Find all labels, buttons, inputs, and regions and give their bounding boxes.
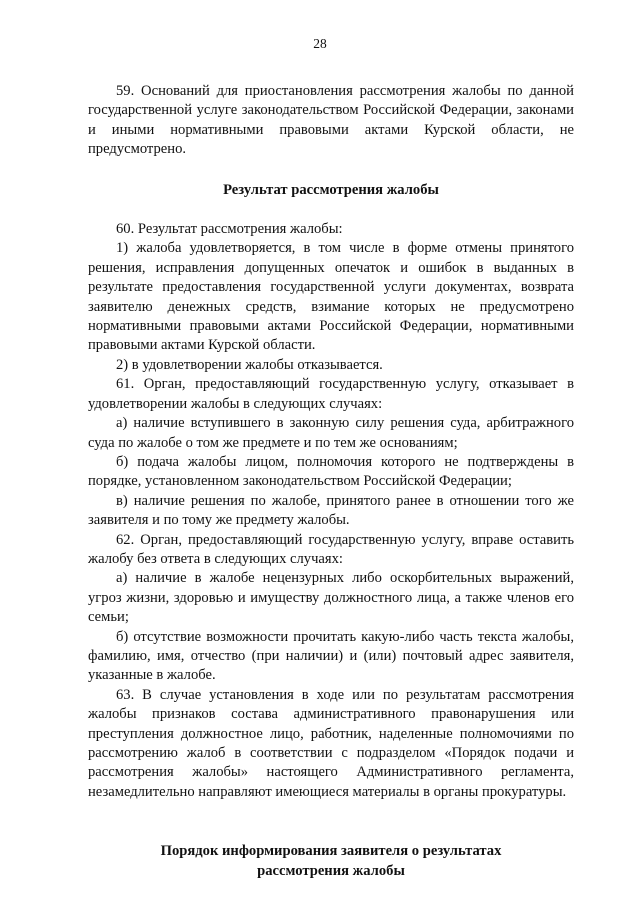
paragraph-62-item-a: а) наличие в жалобе нецензурных либо оскорбительных выражений, угроз жизни, здоровью и имуществу должностного лица, а также членов его семьи; [88, 570, 574, 626]
paragraph-59: 59. Оснований для приостановления рассмотрения жалобы по данной государственной услуге законодательством Российской Федерации, законами и иными нормативными правовыми актами Курской области, не предусмотрено. [88, 83, 574, 158]
document-body [88, 82, 574, 881]
paragraph-63: 63. В случае установления в ходе или по результатам рассмотрения жалобы признаков состава административного правонарушения или преступления должностное лицо, работник, наделенные полномочиями по рассмотрению жалоб в соответствии с подразделом «Порядок подачи и рассмотрения жалобы» настоящего Административного регламента, незамедлительно направляют имеющиеся материалы в органы прокуратуры. [88, 686, 574, 800]
paragraph-61: 61. Орган, предоставляющий государственную услугу, отказывает в удовлетворении жалобы в следующих случаях: [88, 376, 574, 412]
paragraph-60-item-1: 1) жалоба удовлетворяется, в том числе в форме отмены принятого решения, исправления допущенных опечаток и ошибок в выданных в результате предоставления государственной услуги документах, возврата заявителю денежных средств, взимание которых не предусмотрено нормативными правовыми актами Российской Федерации, нормативными правовыми актами Курской области. [88, 240, 574, 354]
section-heading-informing-line-1: Порядок информирования заявителя о результатах [160, 843, 502, 860]
paragraph-61-item-a: а) наличие вступившего в законную силу решения суда, арбитражного суда по жалобе о том же предмете и по тем же основаниям; [88, 415, 574, 451]
section-heading-informing-line-2: рассмотрения жалобы [257, 862, 405, 879]
paragraph-60-item-2: 2) в удовлетворении жалобы отказывается. [116, 356, 383, 373]
paragraph-61-item-v: в) наличие решения по жалобе, принятого ранее в отношении того же заявителя и по тому же предмету жалобы. [88, 492, 574, 529]
section-heading-informing [88, 842, 574, 881]
paragraph-62: 62. Орган, предоставляющий государственную услугу, вправе оставить жалобу без ответа в следующих случаях: [88, 531, 574, 567]
paragraph-62-item-b: б) отсутствие возможности прочитать какую-либо часть текста жалобы, фамилию, имя, отчество (при наличии) и (или) почтовый адрес заявителя, указанные в жалобе. [88, 628, 574, 684]
section-heading-result: Результат рассмотрения жалобы [223, 181, 439, 198]
page-number: 28 [313, 36, 327, 51]
paragraph-60: 60. Результат рассмотрения жалобы: [116, 221, 343, 238]
paragraph-61-item-b: б) подача жалобы лицом, полномочия которого не подтверждены в порядке, установленном законодательством Российской Федерации; [88, 453, 574, 490]
